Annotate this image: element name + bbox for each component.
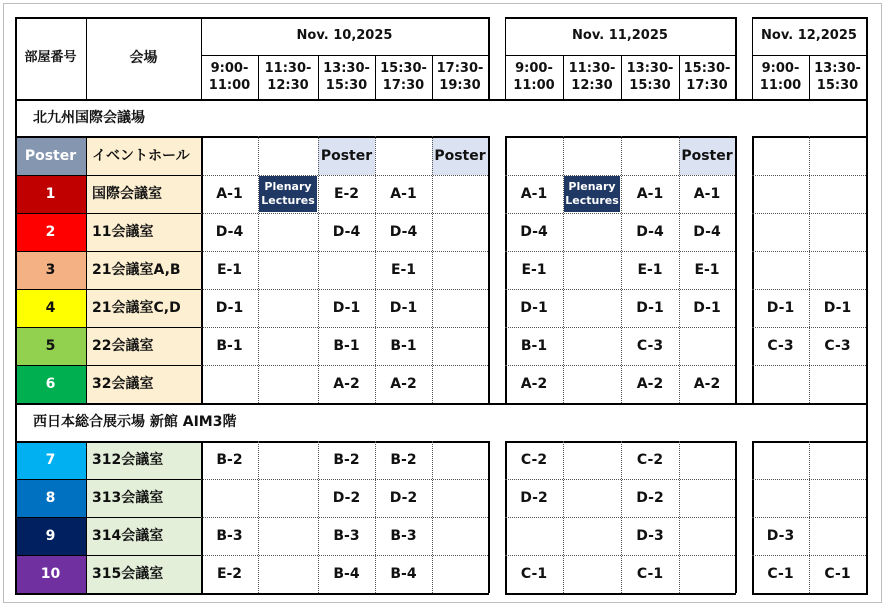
session-cell: B-3 xyxy=(216,528,243,544)
room-number-badge: 5 xyxy=(15,327,86,365)
time-slot-header: 17:30- 19:30 xyxy=(436,61,484,93)
room-name: 312会議室 xyxy=(86,441,201,479)
time-slot-header: 9:00- 11:00 xyxy=(513,61,555,93)
session-cell xyxy=(752,479,809,517)
grid-dotted-line xyxy=(201,175,488,176)
session-cell xyxy=(258,517,318,555)
grid-line xyxy=(488,441,490,593)
session-cell: D-4 xyxy=(693,224,721,240)
grid-line xyxy=(15,251,201,252)
grid-line xyxy=(15,555,201,556)
session-cell: C-2 xyxy=(520,452,548,468)
grid-line xyxy=(15,517,201,518)
grid-dotted-line xyxy=(201,327,488,328)
grid-line xyxy=(752,17,867,19)
session-cell: C-1 xyxy=(520,566,548,582)
grid-line xyxy=(735,17,737,99)
grid-dotted-line xyxy=(505,517,735,518)
session-cell: B-1 xyxy=(216,338,243,354)
session-cell: A-1 xyxy=(693,186,721,202)
time-slot-header: 9:00- 11:00 xyxy=(759,61,802,93)
room-name: 313会議室 xyxy=(86,479,201,517)
session-cell xyxy=(563,479,621,517)
grid-dotted-line xyxy=(201,251,488,252)
grid-dotted-line xyxy=(375,136,376,403)
time-slot-header: 13:30- 15:30 xyxy=(323,61,370,93)
room-number-badge: 4 xyxy=(15,289,86,327)
grid-line xyxy=(15,327,201,328)
grid-dotted-line xyxy=(505,213,735,214)
grid-line xyxy=(752,136,754,403)
room-number-header: 部屋番号 xyxy=(24,50,77,65)
session-cell xyxy=(432,441,488,479)
grid-dotted-line xyxy=(318,441,319,593)
poster-session-cell: Poster xyxy=(679,136,735,175)
grid-line xyxy=(505,17,736,19)
grid-dotted-line xyxy=(432,441,433,593)
date-header: Nov. 12,2025 xyxy=(761,28,857,43)
session-cell: E-1 xyxy=(521,262,547,278)
session-cell: D-3 xyxy=(766,528,795,544)
grid-line xyxy=(505,17,506,99)
grid-line xyxy=(15,175,201,176)
session-cell: D-1 xyxy=(693,300,721,316)
grid-line xyxy=(563,55,564,99)
grid-dotted-line xyxy=(505,289,735,290)
session-cell: A-2 xyxy=(636,376,664,392)
session-cell xyxy=(563,555,621,593)
session-cell: D-4 xyxy=(332,224,361,240)
grid-dotted-line xyxy=(621,441,622,593)
session-cell: A-2 xyxy=(520,376,548,392)
grid-line xyxy=(201,55,488,56)
grid-dotted-line xyxy=(258,136,259,403)
session-cell xyxy=(809,175,866,213)
grid-dotted-line xyxy=(505,327,735,328)
poster-session-cell: Poster xyxy=(318,136,375,175)
grid-dotted-line xyxy=(679,441,680,593)
session-cell xyxy=(432,365,488,403)
session-cell xyxy=(432,479,488,517)
grid-line xyxy=(866,441,868,593)
time-slot-header: 11:30- 12:30 xyxy=(264,61,312,93)
grid-line xyxy=(505,136,507,403)
grid-line xyxy=(752,136,868,138)
session-cell: B-2 xyxy=(216,452,243,468)
grid-dotted-line xyxy=(505,479,735,480)
grid-dotted-line xyxy=(563,441,564,593)
session-cell xyxy=(679,327,735,365)
session-cell: A-2 xyxy=(390,376,417,392)
grid-dotted-line xyxy=(809,136,810,403)
session-cell: E-1 xyxy=(390,262,417,278)
grid-line xyxy=(15,403,868,405)
room-name: イベントホール xyxy=(86,136,201,175)
session-cell xyxy=(505,136,563,175)
grid-line xyxy=(375,55,376,99)
session-cell xyxy=(432,327,488,365)
session-cell: D-4 xyxy=(520,224,548,240)
room-number-badge: 9 xyxy=(15,517,86,555)
poster-session-cell: Poster xyxy=(432,136,488,175)
session-cell: D-1 xyxy=(823,300,852,316)
grid-line xyxy=(866,403,868,441)
session-cell: C-1 xyxy=(824,566,851,582)
session-cell xyxy=(201,479,258,517)
session-cell: D-4 xyxy=(215,224,244,240)
session-cell: E-1 xyxy=(694,262,720,278)
grid-line xyxy=(318,55,319,99)
session-cell xyxy=(752,365,809,403)
grid-line xyxy=(86,17,87,99)
grid-dotted-line xyxy=(505,365,735,366)
time-slot-header: 13:30- 15:30 xyxy=(626,61,674,93)
session-cell xyxy=(679,555,735,593)
session-cell xyxy=(258,136,318,175)
grid-dotted-line xyxy=(201,289,488,290)
grid-dotted-line xyxy=(258,441,259,593)
session-cell xyxy=(809,251,866,289)
session-cell: D-1 xyxy=(636,300,664,316)
session-cell xyxy=(432,517,488,555)
grid-line xyxy=(505,55,735,56)
session-cell: D-4 xyxy=(636,224,664,240)
room-name: 32会議室 xyxy=(86,365,201,403)
session-cell: D-1 xyxy=(215,300,244,316)
session-cell: B-4 xyxy=(390,566,417,582)
session-cell xyxy=(679,441,735,479)
room-name: 315会議室 xyxy=(86,555,201,593)
grid-dotted-line xyxy=(201,365,488,366)
session-cell: E-2 xyxy=(216,566,243,582)
session-cell xyxy=(809,479,866,517)
grid-dotted-line xyxy=(679,136,680,403)
time-slot-header: 9:00- 11:00 xyxy=(208,61,251,93)
room-number-badge: 3 xyxy=(15,251,86,289)
session-cell xyxy=(563,136,621,175)
session-cell: B-3 xyxy=(333,528,360,544)
time-slot-header: 15:30- 17:30 xyxy=(683,61,731,93)
session-cell xyxy=(563,251,621,289)
grid-line xyxy=(15,365,201,366)
session-cell: A-2 xyxy=(693,376,721,392)
grid-line xyxy=(15,593,489,595)
session-cell xyxy=(375,136,432,175)
session-cell xyxy=(318,251,375,289)
session-cell xyxy=(809,136,866,175)
session-cell: A-1 xyxy=(390,186,417,202)
session-cell xyxy=(563,289,621,327)
session-cell: E-1 xyxy=(637,262,663,278)
grid-line xyxy=(752,593,868,595)
session-cell: B-2 xyxy=(390,452,417,468)
session-cell: D-2 xyxy=(520,490,548,506)
session-cell xyxy=(563,327,621,365)
session-cell: C-3 xyxy=(636,338,664,354)
time-slot-header: 13:30- 15:30 xyxy=(814,61,861,93)
grid-line xyxy=(15,403,17,441)
session-cell: D-2 xyxy=(636,490,664,506)
grid-line xyxy=(432,55,433,99)
session-cell: C-1 xyxy=(636,566,664,582)
room-number-badge: 8 xyxy=(15,479,86,517)
grid-line xyxy=(201,17,202,99)
time-slot-header: 15:30- 17:30 xyxy=(380,61,427,93)
room-name: 21会議室C,D xyxy=(86,289,201,327)
session-cell xyxy=(752,136,809,175)
grid-line xyxy=(866,17,868,99)
grid-line xyxy=(15,17,17,99)
grid-line xyxy=(15,479,201,480)
grid-line xyxy=(15,99,17,136)
session-cell xyxy=(258,479,318,517)
session-cell xyxy=(752,251,809,289)
grid-line xyxy=(809,55,810,99)
session-cell: A-1 xyxy=(520,186,548,202)
grid-dotted-line xyxy=(505,175,735,176)
session-cell: E-1 xyxy=(216,262,243,278)
session-cell: D-1 xyxy=(389,300,418,316)
session-cell: C-1 xyxy=(767,566,794,582)
grid-line xyxy=(258,55,259,99)
session-cell xyxy=(563,441,621,479)
session-cell: B-1 xyxy=(520,338,548,354)
date-header: Nov. 10,2025 xyxy=(296,28,393,43)
session-cell xyxy=(432,213,488,251)
session-cell xyxy=(752,175,809,213)
session-cell: C-3 xyxy=(824,338,851,354)
session-cell: D-2 xyxy=(389,490,418,506)
session-cell xyxy=(809,213,866,251)
session-cell: D-1 xyxy=(332,300,361,316)
grid-line xyxy=(86,136,87,403)
session-cell xyxy=(432,289,488,327)
grid-dotted-line xyxy=(432,136,433,403)
session-cell: A-2 xyxy=(333,376,360,392)
session-cell: D-1 xyxy=(520,300,548,316)
session-cell: B-3 xyxy=(390,528,417,544)
room-number-badge: 2 xyxy=(15,213,86,251)
grid-line xyxy=(752,17,753,99)
grid-line xyxy=(488,17,490,99)
grid-dotted-line xyxy=(375,441,376,593)
section-title: 北九州国際会議場 xyxy=(33,109,145,126)
session-cell xyxy=(432,175,488,213)
session-cell xyxy=(201,136,258,175)
session-cell: C-3 xyxy=(767,338,794,354)
grid-line xyxy=(866,136,868,403)
session-cell xyxy=(563,213,621,251)
session-cell xyxy=(258,251,318,289)
session-cell xyxy=(809,441,866,479)
session-cell xyxy=(679,479,735,517)
room-number-badge: 6 xyxy=(15,365,86,403)
session-cell: D-3 xyxy=(636,528,664,544)
room-number-badge: Poster xyxy=(15,136,86,175)
session-cell xyxy=(563,365,621,403)
session-cell xyxy=(258,441,318,479)
session-cell xyxy=(432,251,488,289)
grid-line xyxy=(866,99,868,136)
time-slot-header: 11:30- 12:30 xyxy=(568,61,616,93)
section-title: 西日本総合展示場 新館 AIM3階 xyxy=(33,414,237,430)
plenary-lectures-cell: Plenary Lectures xyxy=(259,176,317,212)
grid-dotted-line xyxy=(505,555,735,556)
session-cell: D-2 xyxy=(332,490,361,506)
session-cell: B-2 xyxy=(333,452,360,468)
session-cell xyxy=(258,327,318,365)
venue-header: 会場 xyxy=(129,50,158,66)
room-name: 314会議室 xyxy=(86,517,201,555)
grid-line xyxy=(488,136,490,403)
session-cell: A-1 xyxy=(216,186,243,202)
session-cell: B-1 xyxy=(390,338,417,354)
grid-line xyxy=(15,213,201,214)
room-number-badge: 10 xyxy=(15,555,86,593)
session-cell xyxy=(621,136,679,175)
grid-line xyxy=(15,99,868,101)
grid-line xyxy=(621,55,622,99)
room-number-badge: 7 xyxy=(15,441,86,479)
grid-line xyxy=(735,441,737,593)
session-cell xyxy=(809,365,866,403)
grid-dotted-line xyxy=(201,555,488,556)
room-name: 22会議室 xyxy=(86,327,201,365)
session-cell: B-4 xyxy=(333,566,360,582)
grid-dotted-line xyxy=(201,479,488,480)
grid-line xyxy=(735,136,737,403)
session-cell xyxy=(679,517,735,555)
grid-dotted-line xyxy=(318,136,319,403)
grid-line xyxy=(15,289,201,290)
grid-line xyxy=(679,55,680,99)
session-cell xyxy=(258,213,318,251)
grid-dotted-line xyxy=(505,251,735,252)
session-cell xyxy=(258,289,318,327)
date-header: Nov. 11,2025 xyxy=(572,28,668,43)
session-cell xyxy=(201,365,258,403)
session-cell xyxy=(752,441,809,479)
grid-line xyxy=(752,441,868,443)
session-cell: A-1 xyxy=(636,186,664,202)
session-cell: D-1 xyxy=(766,300,795,316)
session-cell xyxy=(809,517,866,555)
session-cell: C-2 xyxy=(636,452,664,468)
session-cell xyxy=(505,517,563,555)
session-cell xyxy=(752,213,809,251)
room-name: 21会議室A,B xyxy=(86,251,201,289)
grid-line xyxy=(15,136,17,403)
grid-line xyxy=(505,593,736,595)
session-cell xyxy=(432,555,488,593)
room-name: 11会議室 xyxy=(86,213,201,251)
grid-dotted-line xyxy=(201,213,488,214)
grid-dotted-line xyxy=(201,517,488,518)
room-name: 国際会議室 xyxy=(86,175,201,213)
session-cell: E-2 xyxy=(333,186,360,202)
room-number-badge: 1 xyxy=(15,175,86,213)
plenary-lectures-cell: Plenary Lectures xyxy=(564,176,620,212)
session-cell: D-4 xyxy=(389,224,418,240)
grid-dotted-line xyxy=(621,136,622,403)
session-cell: B-1 xyxy=(333,338,360,354)
session-cell xyxy=(258,365,318,403)
grid-line xyxy=(201,136,203,403)
session-cell xyxy=(563,517,621,555)
grid-dotted-line xyxy=(809,441,810,593)
session-cell xyxy=(258,555,318,593)
grid-dotted-line xyxy=(563,136,564,403)
